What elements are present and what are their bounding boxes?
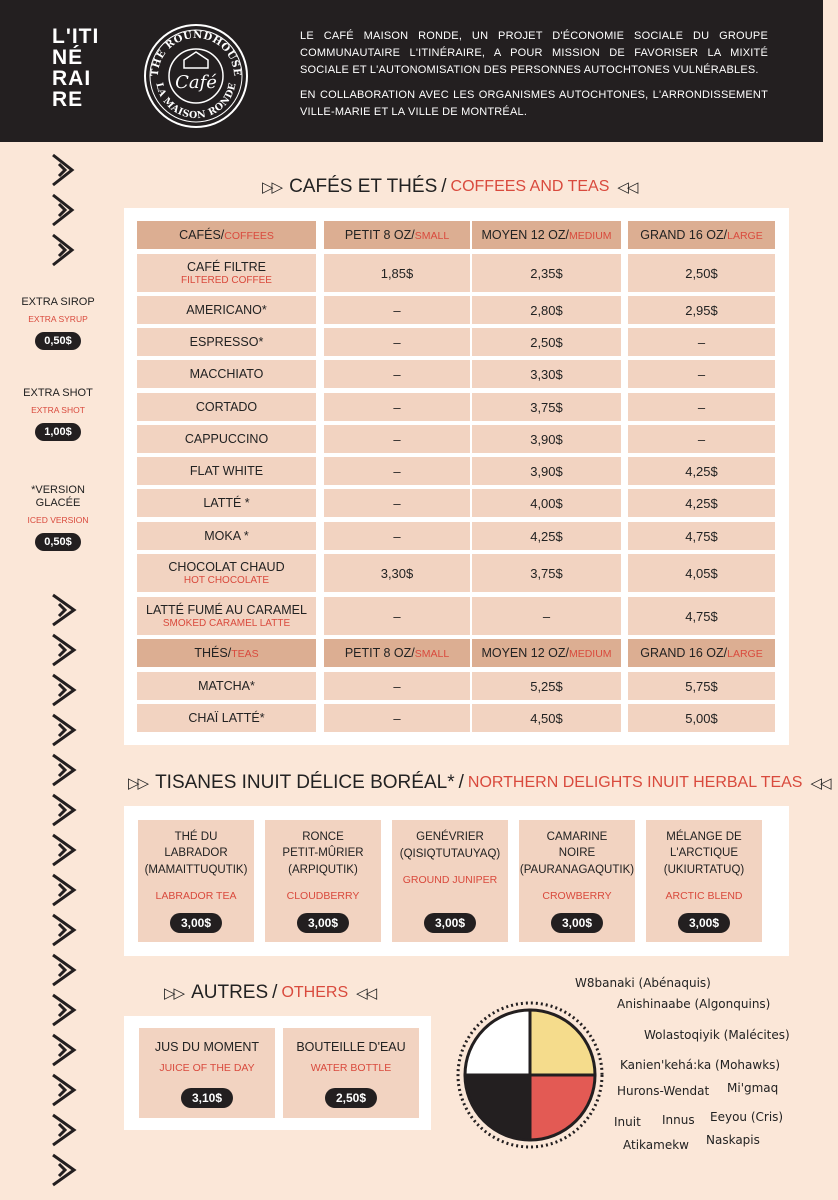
tisane-price-badge: 3,00$: [551, 913, 603, 933]
section-title-en: NORTHERN DELIGHTS INUIT HERBAL TEAS: [467, 774, 803, 791]
price-large: –: [628, 360, 775, 388]
header-en: TEAS: [231, 648, 259, 660]
price-small: –: [324, 425, 470, 453]
item-name-cell: [137, 254, 316, 292]
triangle-ornament-icon: ▷▷: [262, 179, 282, 196]
price-medium: 2,35$: [472, 254, 621, 292]
header-en: LARGE: [727, 648, 763, 660]
price-medium: 3,75$: [472, 554, 621, 592]
triangle-ornament-icon: ◁◁: [810, 775, 830, 792]
nation-label: W8banaki (Abénaquis): [575, 976, 711, 990]
price-large: –: [628, 393, 775, 421]
seal-top-text: THE ROUNDHOUSE: [149, 29, 243, 77]
others-section-title: ▷▷ AUTRES / OTHERS ◁◁: [164, 982, 376, 1003]
price-large: 4,75$: [628, 597, 775, 635]
price-large: 4,75$: [628, 522, 775, 550]
price-small: –: [324, 597, 470, 635]
other-en: JUICE OF THE DAY: [159, 1062, 255, 1074]
item-name: MACCHIATO: [189, 367, 264, 381]
column-header: PETIT 8 OZ/SMALL: [324, 221, 470, 249]
tisane-price-badge: 3,00$: [170, 913, 222, 933]
tisane-name-line2: L'ARCTIQUE: [669, 847, 738, 859]
header-fr: GRAND 16 OZ: [640, 228, 724, 242]
extra-price-badge: 0,50$: [35, 533, 81, 551]
tisane-name-line2: LABRADOR: [164, 847, 228, 859]
price-medium: 3,90$: [472, 425, 621, 453]
item-name-cell: [137, 597, 316, 635]
item-name-en: HOT CHOCOLATE: [183, 575, 270, 586]
tisane-name-line2: PETIT-MÛRIER: [282, 847, 364, 859]
header-fr: THÉS: [194, 646, 228, 660]
tisane-en-name: GROUND JUNIPER: [402, 874, 498, 886]
price-large: 2,50$: [628, 254, 775, 292]
header-fr: PETIT 8 OZ: [344, 646, 412, 660]
triangle-pattern-top: [50, 152, 76, 274]
tisane-name-line1: MÉLANGE DE: [666, 831, 742, 843]
tisane-en-name: CLOUDBERRY: [286, 890, 360, 902]
header-fr: MOYEN 12 OZ: [481, 228, 566, 242]
item-name-cell: [137, 457, 316, 485]
price-large: 5,75$: [628, 672, 775, 700]
tisane-inuktitut-name: (UKIURTATUQ): [663, 864, 745, 876]
item-name: MOKA *: [204, 529, 249, 543]
extra-fr: *VERSION GLACÉE: [31, 484, 85, 509]
section-title-fr: TISANES INUIT DÉLICE BORÉAL: [155, 772, 448, 793]
price-medium: 3,30$: [472, 360, 621, 388]
extra-shot: [20, 387, 96, 441]
item-name-cell: [137, 360, 316, 388]
price-medium: 2,80$: [472, 296, 621, 324]
header-fr: CAFÉS: [179, 228, 221, 242]
column-header: MOYEN 12 OZ/MEDIUM: [472, 639, 621, 667]
column-header: PETIT 8 OZ/SMALL: [324, 639, 470, 667]
price-small: –: [324, 393, 470, 421]
header-en: SMALL: [414, 648, 450, 660]
section-title-fr: AUTRES: [191, 982, 269, 1003]
tisane-inuktitut-name: (PAURANAGAQUTIK): [519, 864, 635, 876]
tisane-card: [138, 820, 254, 942]
extra-en: EXTRA SYRUP: [28, 314, 88, 324]
other-name: BOUTEILLE D'EAU: [296, 1040, 406, 1054]
extra-price-badge: 0,50$: [35, 332, 81, 350]
seal-center-text: Café: [175, 72, 217, 93]
column-header: GRAND 16 OZ/LARGE: [628, 221, 775, 249]
item-name-cell: [137, 425, 316, 453]
tisane-card: [646, 820, 762, 942]
header-en: LARGE: [727, 230, 763, 242]
nation-label: Eeyou (Cris): [710, 1110, 784, 1124]
tisane-inuktitut-name: (MAMAITTUQUTIK): [144, 864, 248, 876]
tisane-name-line1: THÉ DU: [174, 831, 218, 843]
price-large: –: [628, 328, 775, 356]
nation-label: Naskapis: [706, 1133, 760, 1147]
header-en: COFFEES: [224, 230, 274, 242]
item-name: MATCHA*: [198, 679, 255, 693]
item-name: ESPRESSO*: [189, 335, 264, 349]
tisane-en-name: CROWBERRY: [542, 890, 612, 902]
section-title-en: OTHERS: [281, 984, 349, 1001]
extra-syrup: [20, 296, 96, 350]
tisane-card: [265, 820, 381, 942]
tisane-en-name: ARCTIC BLEND: [665, 890, 743, 902]
price-large: 4,25$: [628, 489, 775, 517]
column-header: MOYEN 12 OZ/MEDIUM: [472, 221, 621, 249]
logo-line: RE: [52, 88, 84, 111]
triangle-ornament-icon: ▷▷: [128, 775, 148, 792]
price-medium: 2,50$: [472, 328, 621, 356]
price-small: –: [324, 360, 470, 388]
other-price-badge: 2,50$: [325, 1088, 377, 1108]
item-name: CHAÏ LATTÉ*: [188, 711, 265, 725]
header-en: MEDIUM: [568, 230, 612, 242]
item-name-cell: [137, 328, 316, 356]
item-name-cell: [137, 522, 316, 550]
column-header: GRAND 16 OZ/LARGE: [628, 639, 775, 667]
mission-paragraph: LE CAFÉ MAISON RONDE, UN PROJET D'ÉCONOMIE SOCIALE DU GROUPE COMMUNAUTAIRE L'ITINÉRAIRE, A POUR MISSION DE FAVORISER LA MIXITÉ SOCIALE ET L'AUTONOMISATION DES PERSONNES AUTOCHTONES VULNÉRABLES.: [300, 30, 768, 76]
price-large: 2,95$: [628, 296, 775, 324]
section-title-en: COFFEES AND TEAS: [450, 178, 610, 195]
triangle-pattern-bottom: [50, 592, 78, 1200]
nation-label: Hurons-Wendat: [617, 1084, 710, 1098]
price-small: –: [324, 457, 470, 485]
tisane-name-line1: CAMARINE: [546, 831, 608, 843]
column-header: CAFÉS/COFFEES: [137, 221, 316, 249]
tisanes-section-title: ▷▷ TISANES INUIT DÉLICE BORÉAL * / NORTHERN DELIGHTS INUIT HERBAL TEAS ◁◁: [128, 772, 830, 793]
price-small: –: [324, 704, 470, 732]
price-small: –: [324, 296, 470, 324]
price-small: –: [324, 489, 470, 517]
item-name: AMERICANO*: [186, 303, 267, 317]
tisane-card: [519, 820, 635, 942]
extra-fr: EXTRA SHOT: [23, 387, 93, 399]
tisane-name-line2: NOIRE: [558, 847, 596, 859]
tisane-name-line1: RONCE: [302, 831, 344, 843]
tisane-inuktitut-name: (ARPIQUTIK): [288, 864, 358, 876]
header-fr: GRAND 16 OZ: [640, 646, 724, 660]
item-name-cell: [137, 554, 316, 592]
coffees-section-title: ▷▷ CAFÉS ET THÉS / COFFEES AND TEAS ◁◁: [262, 176, 637, 197]
triangle-ornament-icon: ◁◁: [617, 179, 637, 196]
logo-line: L'ITI: [52, 25, 100, 48]
item-name-cell: [137, 296, 316, 324]
tisane-name-line1: GENÉVRIER: [416, 831, 484, 843]
logo-line: RAI: [52, 67, 92, 90]
extra-en: EXTRA SHOT: [31, 405, 85, 415]
price-large: 5,00$: [628, 704, 775, 732]
price-small: –: [324, 522, 470, 550]
extra-price-badge: 1,00$: [35, 423, 81, 441]
price-small: 1,85$: [324, 254, 470, 292]
nation-label: Inuit: [614, 1115, 641, 1129]
price-medium: 5,25$: [472, 672, 621, 700]
nation-label: Wolastoqiyik (Malécites): [644, 1028, 790, 1042]
medicine-wheel-icon: [455, 1000, 605, 1150]
price-small: 3,30$: [324, 554, 470, 592]
item-name: CHOCOLAT CHAUD: [168, 560, 285, 574]
roundhouse-seal-logo: [142, 22, 250, 130]
collaboration-paragraph: EN COLLABORATION AVEC LES ORGANISMES AUTOCHTONES, L'ARRONDISSEMENT VILLE-MARIE ET LA VILLE DE MONTRÉAL.: [300, 89, 768, 118]
item-name-cell: [137, 489, 316, 517]
price-large: 4,05$: [628, 554, 775, 592]
header-fr: MOYEN 12 OZ: [481, 646, 566, 660]
price-small: –: [324, 672, 470, 700]
tisane-inuktitut-name: (QISIQTUTAUYAQ): [399, 848, 501, 860]
price-large: –: [628, 425, 775, 453]
nation-label: Anishinaabe (Algonquins): [617, 997, 771, 1011]
other-item-water: [283, 1028, 419, 1118]
tisane-price-badge: 3,00$: [678, 913, 730, 933]
price-small: –: [324, 328, 470, 356]
item-name-cell: [137, 393, 316, 421]
section-title-fr: CAFÉS ET THÉS: [289, 176, 438, 197]
item-name: CAFÉ FILTRE: [187, 260, 266, 274]
other-item-juice: [139, 1028, 275, 1118]
nation-label: Atikamekw: [623, 1138, 689, 1152]
header-en: MEDIUM: [568, 648, 612, 660]
price-medium: –: [472, 597, 621, 635]
column-header: THÉS/TEAS: [137, 639, 316, 667]
nation-label: Mi'gmaq: [727, 1081, 779, 1095]
itineraire-logo: [52, 26, 104, 110]
price-medium: 4,00$: [472, 489, 621, 517]
item-name-cell: [137, 672, 316, 700]
mission-statement: [300, 28, 768, 129]
item-name-en: FILTERED COFFEE: [181, 275, 272, 286]
price-medium: 3,90$: [472, 457, 621, 485]
item-name: LATTÉ FUMÉ AU CARAMEL: [146, 603, 307, 617]
house-icon: [184, 52, 208, 68]
item-name-cell: [137, 704, 316, 732]
tisane-price-badge: 3,00$: [297, 913, 349, 933]
extra-iced-version: [20, 484, 96, 551]
item-name-en: SMOKED CARAMEL LATTE: [162, 618, 291, 629]
price-large: 4,25$: [628, 457, 775, 485]
nation-label: Kanien'kehá:ka (Mohawks): [620, 1058, 781, 1072]
other-en: WATER BOTTLE: [310, 1062, 392, 1074]
triangle-ornament-icon: ◁◁: [356, 985, 376, 1002]
section-title-star: *: [447, 772, 455, 793]
item-name: CORTADO: [195, 400, 258, 414]
item-name: FLAT WHITE: [189, 464, 264, 478]
extra-en: ICED VERSION: [27, 515, 89, 525]
tisane-card: [392, 820, 508, 942]
header-en: SMALL: [414, 230, 450, 242]
price-medium: 4,25$: [472, 522, 621, 550]
item-name: CAPPUCCINO: [184, 432, 269, 446]
nation-label: Innus: [662, 1113, 695, 1127]
item-name: LATTÉ *: [203, 496, 250, 510]
price-medium: 4,50$: [472, 704, 621, 732]
other-price-badge: 3,10$: [181, 1088, 233, 1108]
seal-bottom-text: LA MAISON RONDE: [153, 81, 239, 122]
tisane-price-badge: 3,00$: [424, 913, 476, 933]
triangle-ornament-icon: ▷▷: [164, 985, 184, 1002]
extra-fr: EXTRA SIROP: [21, 296, 95, 308]
other-name: JUS DU MOMENT: [154, 1040, 260, 1054]
tisane-en-name: LABRADOR TEA: [155, 890, 237, 902]
price-medium: 3,75$: [472, 393, 621, 421]
header-fr: PETIT 8 OZ: [344, 228, 412, 242]
logo-line: NÉ: [52, 46, 84, 69]
header-banner: [0, 0, 823, 142]
